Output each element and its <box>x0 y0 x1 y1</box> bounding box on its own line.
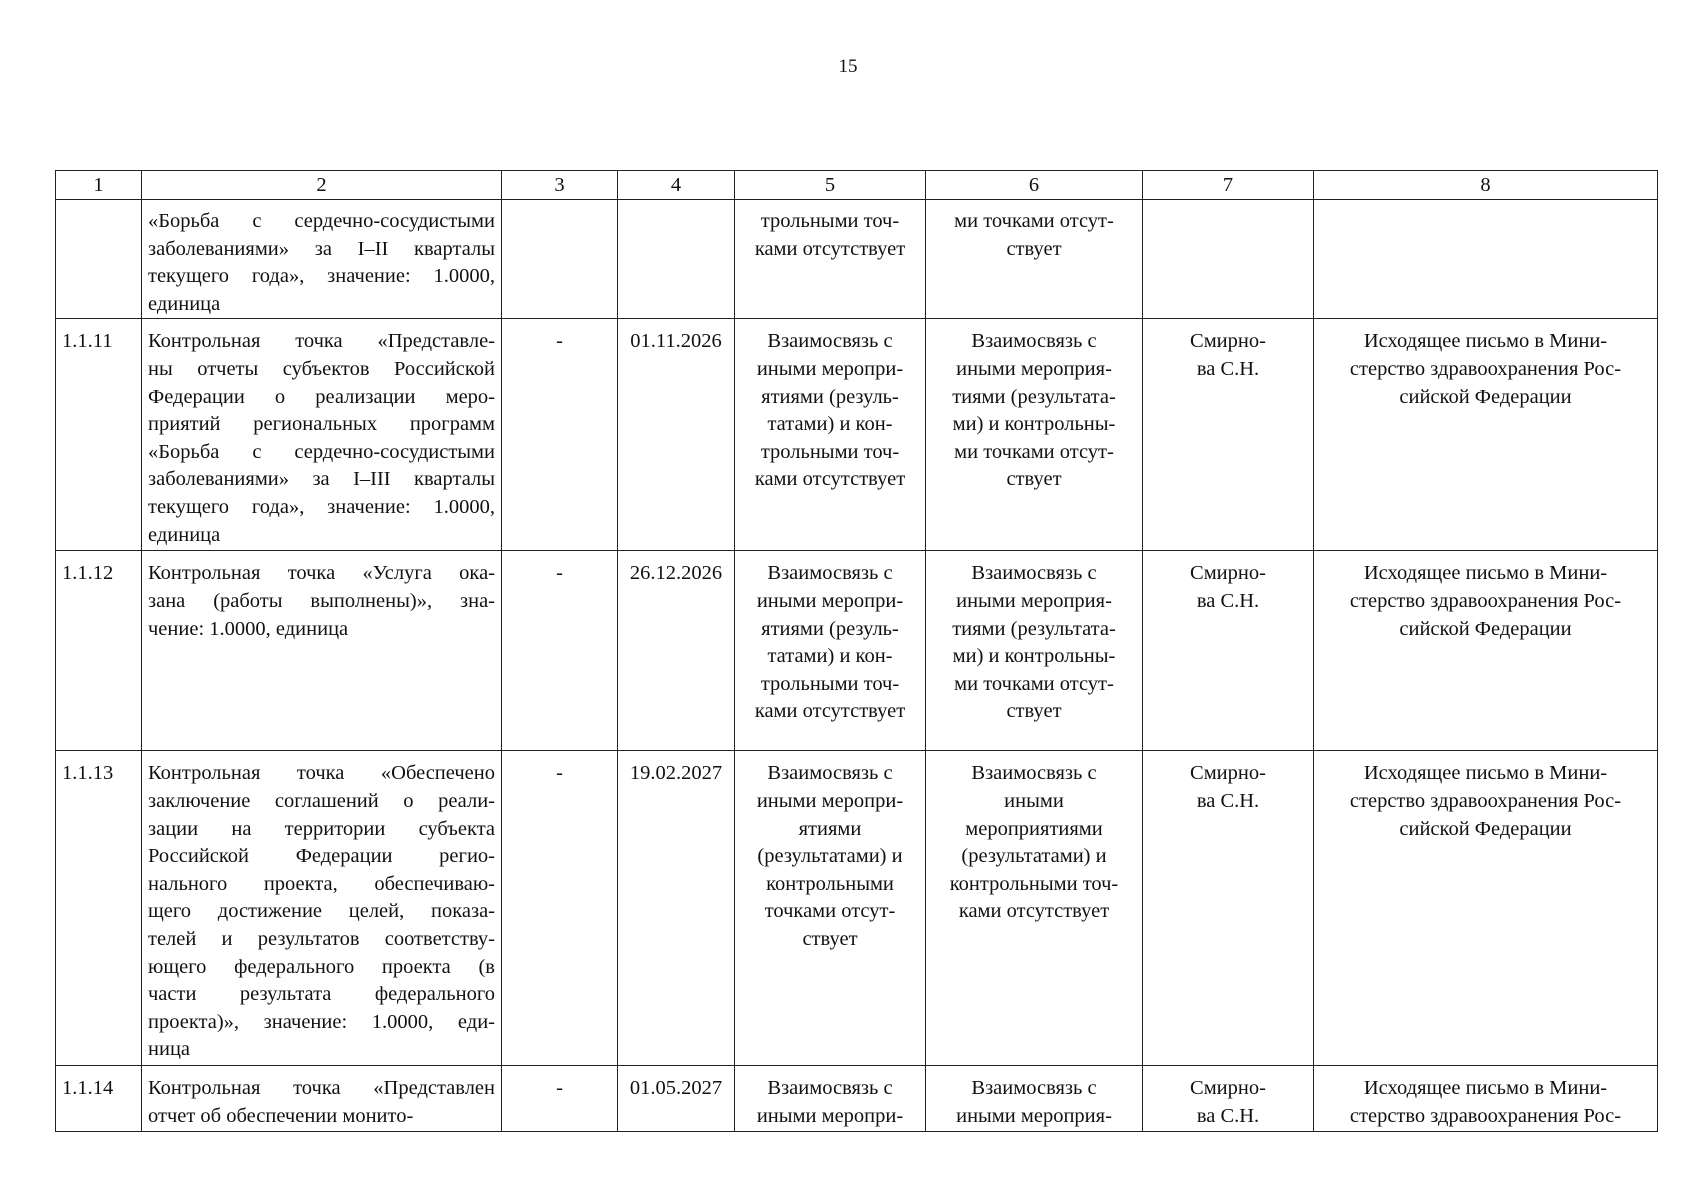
cell-text-line: зации на территории субъекта <box>148 817 495 840</box>
cell-text-line: контрольными <box>766 872 894 895</box>
column-header: 2 <box>142 171 502 200</box>
row-number-cell: 1.1.14 <box>56 1066 142 1131</box>
cell-text-line: ва С.Н. <box>1196 789 1260 812</box>
due-date-cell: 01.11.2026 <box>618 319 735 551</box>
row-number-cell: 1.1.12 <box>56 551 142 751</box>
column-header: 4 <box>618 171 735 200</box>
cell-text-line: Российской Федерации регио- <box>148 845 495 868</box>
cell-text-line: сийской Федерации <box>1399 385 1572 408</box>
cell-text-line: иными мероприя- <box>956 357 1112 380</box>
cell-text-line: ны отчеты субъектов Российской <box>148 357 495 380</box>
cell-text-line: ва С.Н. <box>1196 589 1260 612</box>
predecessor-cell <box>502 200 618 319</box>
links-other-cell <box>926 751 1143 1066</box>
predecessor-cell: - <box>502 319 618 551</box>
cell-text-line: ми) и контрольны- <box>952 413 1116 436</box>
cell-text-line: иными меропри- <box>756 789 904 812</box>
cell-text-line: Исходящее письмо в Мини- <box>1363 762 1608 785</box>
column-header: 3 <box>502 171 618 200</box>
cell-text-line: Смирно- <box>1190 330 1266 353</box>
cell-text-line: проекта)», значение: 1.0000, еди- <box>148 1010 495 1033</box>
cell-text-line: Взаимосвязь с <box>971 762 1097 785</box>
cell-text-line: текущего года», значение: 1.0000, <box>148 495 495 518</box>
cell-text-line: ми точками отсут- <box>954 210 1114 232</box>
confirming-document-cell <box>1314 200 1658 319</box>
links-results-cell <box>735 551 926 751</box>
cell-text-line: Смирно- <box>1190 762 1266 785</box>
control-point-name-cell <box>142 319 502 551</box>
predecessor-cell: - <box>502 551 618 751</box>
cell-text-line: ятиями <box>798 817 862 840</box>
page-number: 15 <box>838 56 858 77</box>
column-header: 8 <box>1314 171 1658 200</box>
cell-text-line: нального проекта, обеспечиваю- <box>148 872 495 895</box>
row-number-cell <box>56 200 142 319</box>
cell-text-line: ми) и контрольны- <box>952 645 1116 668</box>
cell-text-line: ками отсутствует <box>754 700 906 723</box>
due-date-cell <box>618 200 735 319</box>
predecessor-cell: - <box>502 751 618 1066</box>
table-row <box>56 551 1658 751</box>
predecessor-cell: - <box>502 1066 618 1131</box>
cell-text-line: ками отсутствует <box>754 468 906 491</box>
cell-text-line: иными мероприя- <box>956 1104 1112 1127</box>
cell-text-line: «Борьба с сердечно-сосудистыми <box>148 210 495 232</box>
due-date-cell: 26.12.2026 <box>618 551 735 751</box>
confirming-document-cell <box>1314 1066 1658 1131</box>
cell-text-line: Взаимосвязь с <box>971 1077 1097 1100</box>
cell-text-line: точками отсут- <box>764 900 896 923</box>
cell-text-line: телей и результатов соответству- <box>148 927 495 950</box>
cell-text-line: (результатами) и <box>757 845 903 868</box>
control-point-name-cell <box>142 1066 502 1131</box>
cell-text-line: контрольными точ- <box>949 872 1119 895</box>
cell-text-line: иными меропри- <box>756 1104 904 1127</box>
cell-text-line: Взаимосвязь с <box>971 562 1097 585</box>
links-results-cell <box>735 200 926 319</box>
cell-text-line: ствует <box>1006 700 1062 723</box>
cell-text-line: тиями (результата- <box>952 385 1116 408</box>
cell-text-line: приятий региональных программ <box>148 413 495 436</box>
responsible-person-cell <box>1143 551 1314 751</box>
cell-text-line: ствует <box>802 927 858 950</box>
links-other-cell <box>926 200 1143 319</box>
cell-text-line: Взаимосвязь с <box>767 330 893 353</box>
cell-text-line: ющего федерального проекта (в <box>148 955 495 978</box>
cell-text-line: Исходящее письмо в Мини- <box>1363 1077 1608 1100</box>
control-point-name-cell <box>142 200 502 319</box>
responsible-person-cell <box>1143 1066 1314 1131</box>
row-number-cell: 1.1.11 <box>56 319 142 551</box>
cell-text-line: Взаимосвязь с <box>767 562 893 585</box>
row-number-cell: 1.1.13 <box>56 751 142 1066</box>
responsible-person-cell <box>1143 200 1314 319</box>
links-other-cell <box>926 319 1143 551</box>
cell-text-line: Взаимосвязь с <box>767 1077 893 1100</box>
table-row <box>56 751 1658 1066</box>
cell-text-line: щего достижение целей, показа- <box>148 900 495 923</box>
responsible-person-cell <box>1143 319 1314 551</box>
confirming-document-cell <box>1314 751 1658 1066</box>
control-point-name-cell <box>142 551 502 751</box>
cell-text-line: ва С.Н. <box>1196 1104 1260 1127</box>
links-results-cell <box>735 751 926 1066</box>
cell-text-line: иными меропри- <box>756 589 904 612</box>
cell-text-line: татами) и кон- <box>767 645 893 668</box>
cell-text-line: (результатами) и <box>961 845 1107 868</box>
cell-text-line: ница <box>148 1038 191 1061</box>
cell-text-line: ва С.Н. <box>1196 357 1260 380</box>
cell-text-line: текущего года», значение: 1.0000, <box>148 265 495 288</box>
cell-text-line: стерство здравоохранения Рос- <box>1349 589 1622 612</box>
cell-text-line: трольными точ- <box>760 672 900 695</box>
cell-text-line: иными мероприя- <box>956 589 1112 612</box>
cell-text-line: заболеваниями» за I–III кварталы <box>148 468 495 491</box>
links-results-cell <box>735 1066 926 1131</box>
cell-text-line: иными <box>1004 789 1064 812</box>
cell-text-line: тиями (результата- <box>952 617 1116 640</box>
column-header: 7 <box>1143 171 1314 200</box>
cell-text-line: стерство здравоохранения Рос- <box>1349 357 1622 380</box>
table-row <box>56 200 1658 319</box>
table-row <box>56 319 1658 551</box>
cell-text-line: ствует <box>1006 468 1062 491</box>
cell-text-line: Взаимосвязь с <box>971 330 1097 353</box>
cell-text-line: заключение соглашений о реали- <box>148 789 495 812</box>
links-other-cell <box>926 551 1143 751</box>
column-header: 5 <box>735 171 926 200</box>
cell-text-line: сийской Федерации <box>1399 617 1572 640</box>
cell-text-line: ствует <box>1006 237 1062 260</box>
cell-text-line: ками отсутствует <box>958 900 1110 923</box>
control-point-name-cell <box>142 751 502 1066</box>
cell-text-line: ками отсутствует <box>754 237 906 260</box>
cell-text-line: сийской Федерации <box>1399 817 1572 840</box>
cell-text-line: стерство здравоохранения Рос- <box>1349 789 1622 812</box>
responsible-person-cell <box>1143 751 1314 1066</box>
cell-text-line: стерство здравоохранения Рос- <box>1349 1104 1622 1127</box>
cell-text-line: единица <box>148 292 221 315</box>
cell-text-line: части результата федерального <box>148 983 495 1006</box>
cell-text-line: трольными точ- <box>760 210 900 232</box>
links-results-cell <box>735 319 926 551</box>
due-date-cell: 01.05.2027 <box>618 1066 735 1131</box>
cell-text-line: заболеваниями» за I–II кварталы <box>148 237 495 260</box>
links-other-cell <box>926 1066 1143 1131</box>
column-number-row <box>56 171 1658 200</box>
cell-text-line: ятиями (резуль- <box>761 385 899 408</box>
table-row <box>56 1066 1658 1131</box>
cell-text-line: Взаимосвязь с <box>767 762 893 785</box>
cell-text-line: единица <box>148 523 221 546</box>
cell-text-line: Федерации о реализации меро- <box>148 385 495 408</box>
cell-text-line: Исходящее письмо в Мини- <box>1363 562 1608 585</box>
cell-text-line: ятиями (резуль- <box>761 617 899 640</box>
cell-text-line: «Борьба с сердечно-сосудистыми <box>148 440 495 463</box>
cell-text-line: зана (работы выполнены)», зна- <box>148 589 495 612</box>
cell-text-line: ми точками отсут- <box>954 440 1114 463</box>
column-header: 6 <box>926 171 1143 200</box>
cell-text-line: Контрольная точка «Обеспечено <box>148 762 495 785</box>
cell-text-line: ми точками отсут- <box>954 672 1114 695</box>
cell-text-line: татами) и кон- <box>767 413 893 436</box>
due-date-cell: 19.02.2027 <box>618 751 735 1066</box>
cell-text-line: Контрольная точка «Услуга ока- <box>148 562 495 585</box>
confirming-document-cell <box>1314 551 1658 751</box>
cell-text-line: трольными точ- <box>760 440 900 463</box>
cell-text-line: Исходящее письмо в Мини- <box>1363 330 1608 353</box>
cell-text-line: Смирно- <box>1190 562 1266 585</box>
cell-text-line: чение: 1.0000, единица <box>148 617 349 640</box>
cell-text-line: Смирно- <box>1190 1077 1266 1100</box>
column-header: 1 <box>56 171 142 200</box>
cell-text-line: отчет об обеспечении монито- <box>148 1104 414 1127</box>
control-points-table <box>55 170 1658 1132</box>
cell-text-line: иными меропри- <box>756 357 904 380</box>
confirming-document-cell <box>1314 319 1658 551</box>
cell-text-line: Контрольная точка «Представлен <box>148 1077 495 1100</box>
cell-text-line: Контрольная точка «Представле- <box>148 330 495 353</box>
cell-text-line: мероприятиями <box>965 817 1103 840</box>
